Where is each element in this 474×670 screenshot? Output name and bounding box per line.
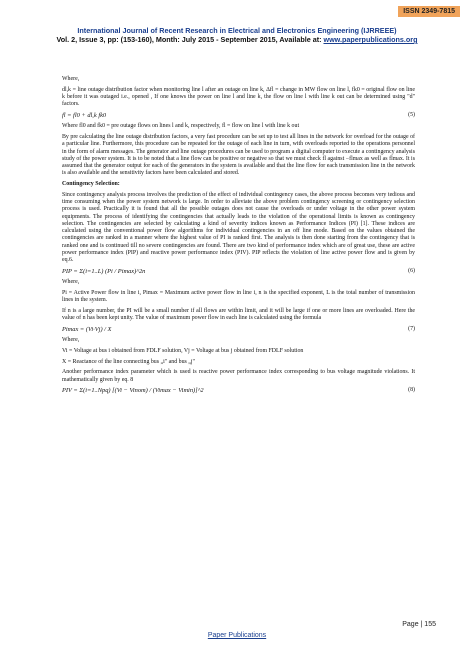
- definition-text: Pi = Active Power flow in line i, Pimax = Maximum active power flow in line i, n is the specified exponent, L is the total number of transmission lines in the system.: [62, 289, 415, 303]
- equation-number: (8): [408, 387, 415, 394]
- definition-text: X = Reactance of the line connecting bus „i" and bus „j": [62, 358, 195, 365]
- definition-text: Vi = Voltage at bus i obtained from FDLF solution, Vj = Voltage at bus j obtained from FDLF solution: [62, 347, 304, 354]
- issn-badge: ISSN 2349-7815: [398, 6, 460, 17]
- issue-info-text: Vol. 2, Issue 3, pp: (153-160), Month: July 2015 - September 2015, Available at:: [56, 35, 322, 44]
- issue-info: [40, 35, 434, 44]
- equation-formula: PIV = Σ(i=1..Npq) [(Vi − Vinom) / (Vimax − Vimin)]^2: [62, 387, 204, 395]
- equation-number: (7): [408, 325, 415, 332]
- equation-number: (6): [408, 267, 415, 274]
- page-number: Page | 155: [402, 621, 436, 628]
- paragraph: If n is a large number, the PI will be a small number if all flows are within limit, and it will be large if one or more lines are overloaded. Here the value of n has been kept unity. The value of maximum power flow in each line is calculated using the formula: [62, 307, 415, 321]
- equation-7: [62, 326, 415, 333]
- website-link[interactable]: www.paperpublications.org: [323, 35, 418, 44]
- equation-number: (5): [408, 112, 415, 118]
- publisher-link[interactable]: Paper Publications: [207, 632, 267, 639]
- paragraph: Since contingency analysis process involves the prediction of the effect of individual contingency cases, the above process becomes very tedious and time consuming when the power system network is large. In order to alleviate the above problem contingency screening or contingency selection process is used. Practically it is found that all the possible outages does not cause the overloads or under voltage in the other power system equipments. The process of identifying the contingencies that actually leads to the violation of the operational limits is known as contingency selection. The contingencies are selected by calculating a kind of severity indices known as Performance Indices (PI) [1]. These indices are calculated using the conventional power flow algorithms for individual contingencies in an off line mode. Based on the values obtained the contingencies are ranked in a manner where the highest value of PI is ranked first. The analysis is then done starting from the contingency that is ranked one and is continued till no severe contingencies are found. There are two kind of performance index which are of great use, these are active power performance index (PIP) and reactive power performance index (PIV). PIP reflects the violation of line active power flow and is given by eq.6.: [62, 191, 415, 263]
- where-label: Where,: [62, 76, 80, 82]
- where-label: Where,: [62, 279, 80, 285]
- equation-8: [62, 387, 415, 394]
- journal-header: [40, 26, 434, 44]
- equation-5: [62, 112, 415, 119]
- equation-formula: PIP = Σ(i=1..L) (Pi / Pimax)^2n: [62, 267, 146, 275]
- journal-title: International Journal of Recent Research in Electrical and Electronics Engineering (IJRREEE): [77, 26, 397, 35]
- equation-6: [62, 268, 415, 275]
- equation-formula: Pimax = (Vi·Vj) / X: [62, 325, 112, 333]
- definition-text: dl,k = line outage distribution factor when monitoring line l after an outage on line k, Δfl = change in MW flow on line l, fk0 = original flow on line k before it was outaged i.e., opened , If one knows the power on line l and line k, the flow on line l with line k out can be determined using "d" factors.: [62, 86, 415, 108]
- equation-formula: fl = fl0 + dl,k fk0: [62, 112, 107, 119]
- definition-text: Where fl0 and fk0 = pre outage flows on lines l and k, respectively, fl = flow on line l with line k out: [62, 123, 300, 130]
- paragraph: Another performance index parameter which is used is reactive power performance index corresponding to bus voltage magnitude violations. It mathematically given by eq. 8: [62, 369, 415, 383]
- paragraph: By pre calculating the line outage distribution factors, a very fast procedure can be set up to test all lines in the network for overload for the outage of a particular line. Furthermore, this procedure can be repeated for the outage of each line in turn, with overloads reported to the operations personnel in the form of alarm messages. The generator and line outage procedures can be used to program a digital computer to execute a contingency analysis study of the power system. It is to be noted that a line flow can be positive or negative so that we must check fl against −flmax as well as flmax. It is assumed that the generator output for each of the generators in the system is available and that the line flow for each transmission line in the network is also available and the sensitivity factors have been calculated and stored.: [62, 134, 415, 177]
- page-content: [62, 76, 415, 399]
- section-heading: Contingency Selection:: [62, 181, 120, 187]
- where-label: Where,: [62, 337, 80, 343]
